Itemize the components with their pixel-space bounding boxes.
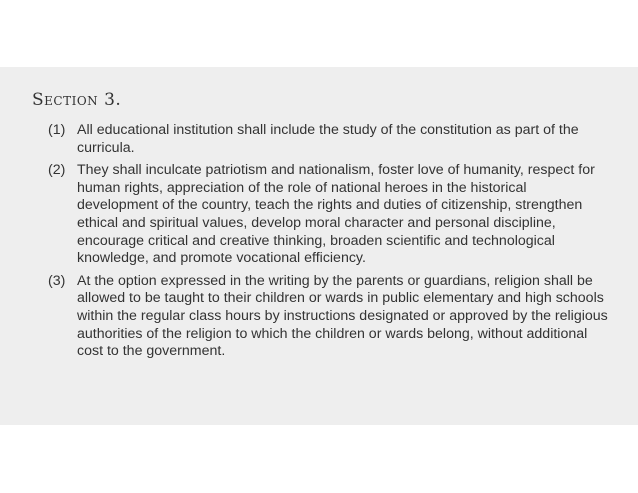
section-heading: Section 3.: [32, 90, 122, 110]
clause-2: [48, 162, 608, 268]
clause-number: (3): [48, 272, 66, 289]
clause-3: [48, 273, 608, 361]
clause-text: All educational institution shall include the study of the constitution as part of the curricula.: [77, 122, 579, 156]
clause-number: (1): [48, 122, 66, 138]
clause-1: [48, 122, 608, 157]
clause-list: [48, 122, 608, 366]
clause-number: (2): [48, 162, 66, 179]
clause-text: At the option expressed in the writing by the parents or guardians, religion shall be allowed to be taught to their children or wards in public elementary and high schools within the regular class hours by instructions designated or approved by the religious authorities of the religion to which the children or wards belong, without additional cost to the government.: [77, 272, 608, 360]
clause-text: They shall inculcate patriotism and nationalism, foster love of humanity, respect for human rights, appreciation of the role of national heroes in the historical development of the country, teach the rights and duties of citizenship, strengthen ethical and spiritual values, develop moral character and personal discipline, encourage critical and creative thinking, broaden scientific and technological knowledge, and promote vocational efficiency.: [77, 162, 595, 267]
